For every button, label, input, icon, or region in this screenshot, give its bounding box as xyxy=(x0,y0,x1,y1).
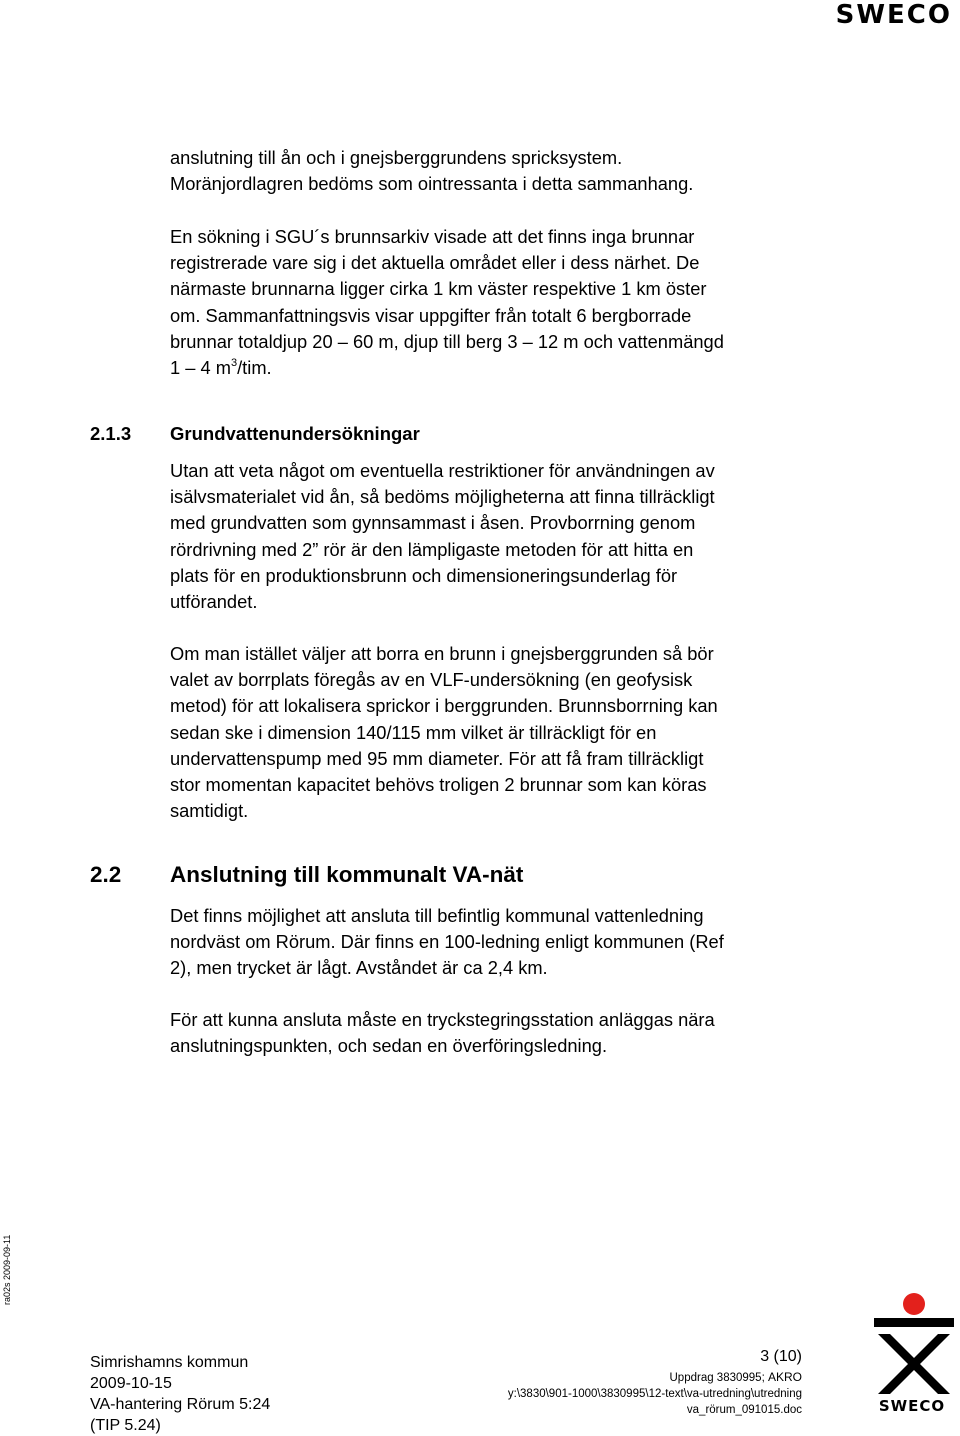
section-number: 2.2 xyxy=(90,862,122,887)
footer-project-code: (TIP 5.24) xyxy=(90,1417,161,1434)
footer-assignment xyxy=(508,1369,802,1386)
logo-dot-icon xyxy=(903,1293,925,1315)
section-number: 2.1.3 xyxy=(90,423,132,444)
section-heading-2-1-3 xyxy=(90,421,420,447)
paragraph-4 xyxy=(170,641,810,824)
text-line: brunnar totaldjup 20 – 60 m, djup till berg 3 – 12 m och vattenmängd xyxy=(170,330,724,352)
footer-project: VA-hantering Rörum 5:24 xyxy=(90,1396,271,1413)
text-line: Det finns möjlighet att ansluta till befintlig kommunal vattenledning xyxy=(170,905,704,926)
paragraph-6 xyxy=(170,1007,810,1059)
footer-file-path: y:\3830\901-1000\3830995\12-text\va-utredning\utredning xyxy=(507,1388,802,1400)
footer-file-name: va_rörum_091015.doc xyxy=(686,1404,802,1416)
text-line: Om man istället väljer att borra en brunn i gnejsberggrunden så bör xyxy=(170,643,714,664)
text-line: stor momentan kapacitet behövs troligen 2 brunnar som kan köras xyxy=(170,774,707,796)
logo-cross-icon xyxy=(878,1334,950,1394)
text-line: samtidigt. xyxy=(170,800,249,822)
logo-wordmark: SWECO xyxy=(878,1397,946,1415)
flow-rate-text: 1 – 4 m xyxy=(170,357,231,379)
text-line: isälvsmaterialet vid ån, så bedöms möjligheterna att finna tillräckligt xyxy=(170,486,715,508)
text-line: Moränjordlagren bedöms som ointressanta i detta sammanhang. xyxy=(170,173,694,195)
flow-rate-unit: /tim. xyxy=(237,357,272,379)
text-line: En sökning i SGU´s brunnsarkiv visade att det finns inga brunnar xyxy=(170,226,695,247)
sweco-logo-header: SWECO xyxy=(835,0,952,30)
section-heading-2-2 xyxy=(90,860,523,890)
template-version-label: ra02s 2009-09-11 xyxy=(2,1234,12,1305)
footer-right xyxy=(508,1369,802,1418)
sweco-logo-footer xyxy=(868,1292,956,1414)
text-line-flow-rate xyxy=(170,355,810,381)
text-line: metod) för att lokalisera sprickor i berggrunden. Brunnsborrning kan xyxy=(170,695,718,717)
footer-left xyxy=(90,1352,271,1434)
paragraph-1 xyxy=(170,145,810,197)
assignment-number: Uppdrag 3830995; xyxy=(669,1372,765,1384)
page-number: 3 (10) xyxy=(760,1348,802,1365)
text-line: För att kunna ansluta måste en tryckstegringsstation anläggas nära xyxy=(170,1009,715,1030)
text-line: rördrivning med 2” rör är den lämpligaste metoden för att hitta en xyxy=(170,538,694,560)
text-line: om. Sammanfattningsvis visar uppgifter från totalt 6 bergborrade xyxy=(170,304,692,326)
section-title: Anslutning till kommunalt VA-nät xyxy=(170,862,524,887)
paragraph-3 xyxy=(170,458,810,615)
text-line: anslutningspunkten, och sedan en överföringsledning. xyxy=(170,1035,608,1057)
text-line: anslutning till ån och i gnejsberggrundens spricksystem. xyxy=(170,147,623,168)
text-line: nordväst om Rörum. Där finns en 100-ledning enligt kommunen (Ref xyxy=(170,931,724,953)
sweco-symbol-icon xyxy=(868,1292,956,1414)
paragraph-5 xyxy=(170,903,810,982)
text-line: sedan ske i dimension 140/115 mm vilket är tillräckligt för en xyxy=(170,721,657,743)
section-title: Grundvattenundersökningar xyxy=(170,423,420,444)
paragraph-2 xyxy=(170,224,810,381)
text-line: med grundvatten som gynnsammast i åsen. Provborrning genom xyxy=(170,512,696,534)
text-line: valet av borrplats föregås av en VLF-undersökning (en geofysisk xyxy=(170,669,693,691)
text-line: 2), men trycket är lågt. Avståndet är ca 2,4 km. xyxy=(170,957,548,979)
assignment-initials: AKRO xyxy=(767,1370,802,1384)
text-line: plats för en produktionsbrunn och dimensioneringsunderlag för xyxy=(170,564,678,586)
text-line: Utan att veta något om eventuella restriktioner för användningen av xyxy=(170,460,715,481)
text-line: utförandet. xyxy=(170,591,258,613)
footer-date: 2009-10-15 xyxy=(90,1375,172,1392)
text-line: registrerade vare sig i det aktuella området eller i dess närhet. De xyxy=(170,252,700,274)
text-line: undervattenspump med 95 mm diameter. För att få fram tillräckligt xyxy=(170,747,704,769)
logo-bar-icon xyxy=(874,1318,954,1327)
footer-client: Simrishamns kommun xyxy=(90,1354,249,1371)
text-line: närmaste brunnarna ligger cirka 1 km väster respektive 1 km öster xyxy=(170,278,707,300)
superscript-3: 3 xyxy=(230,357,238,370)
